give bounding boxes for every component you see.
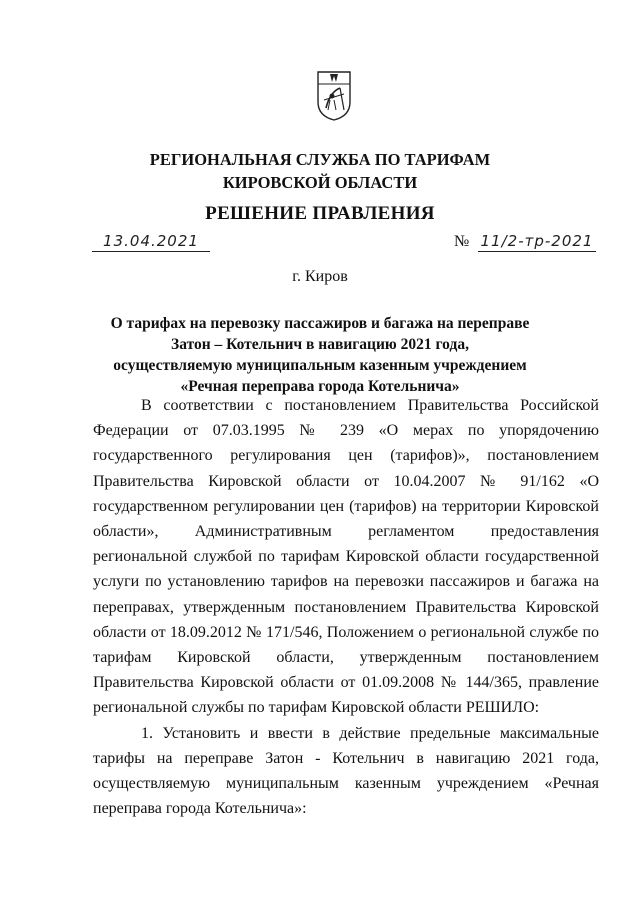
document-body [93, 393, 599, 821]
body-paragraph-1: В соответствии с постановлением Правительства Российской Федерации от 07.03.1995 № 239 «О мерах по упорядочению государственного регулирования цен (тарифов)», постановлением Правительства Кировской области от 10.04.2007 № 91/162 «О государственном регулировании цен (тарифов) на территории Кировской области», Административным регламентом предоставления региональной службой по тарифам Кировской области государственной услуги по установлению тарифов на перевозки пассажиров и багажа на переправах, утвержденным постановлением Правительства Кировской области от 18.09.2012 № 171/546, Положением о региональной службе по тарифам Кировской области, утвержденным постановлением Правительства Кировской области от 01.09.2008 № 144/365, правление региональной службы по тарифам Кировской области РЕШИЛО: [93, 397, 599, 717]
subject-line-3: осуществляемую муниципальным казенным учреждением [113, 357, 527, 374]
kirov-coat-of-arms-icon [316, 70, 352, 122]
city: г. Киров [292, 268, 348, 285]
organization-name [0, 148, 640, 194]
number-sign: № [454, 233, 470, 250]
subject-line-4: «Речная переправа города Котельнича» [180, 378, 460, 395]
handwritten-document-number: 11/2-тр-2021 [478, 232, 596, 252]
body-paragraph-2: 1. Установить и ввести в действие предельные максимальные тарифы на переправе Затон - Котельнич в навигацию 2021 года, осуществляемую муниципальным казенным учреждением «Речная переправа города Котельнича»: [93, 724, 599, 818]
subject-line-1: О тарифах на перевозку пассажиров и багажа на переправе [110, 315, 530, 332]
subject-line-2: Затон – Котельнич в навигацию 2021 года, [171, 336, 469, 353]
org-line-2: КИРОВСКОЙ ОБЛАСТИ [222, 173, 418, 192]
document-subject [0, 313, 640, 397]
handwritten-date: 13.04.2021 [92, 232, 210, 252]
document-type-title: РЕШЕНИЕ ПРАВЛЕНИЯ [205, 203, 435, 224]
org-line-1: РЕГИОНАЛЬНАЯ СЛУЖБА ПО ТАРИФАМ [149, 150, 491, 169]
